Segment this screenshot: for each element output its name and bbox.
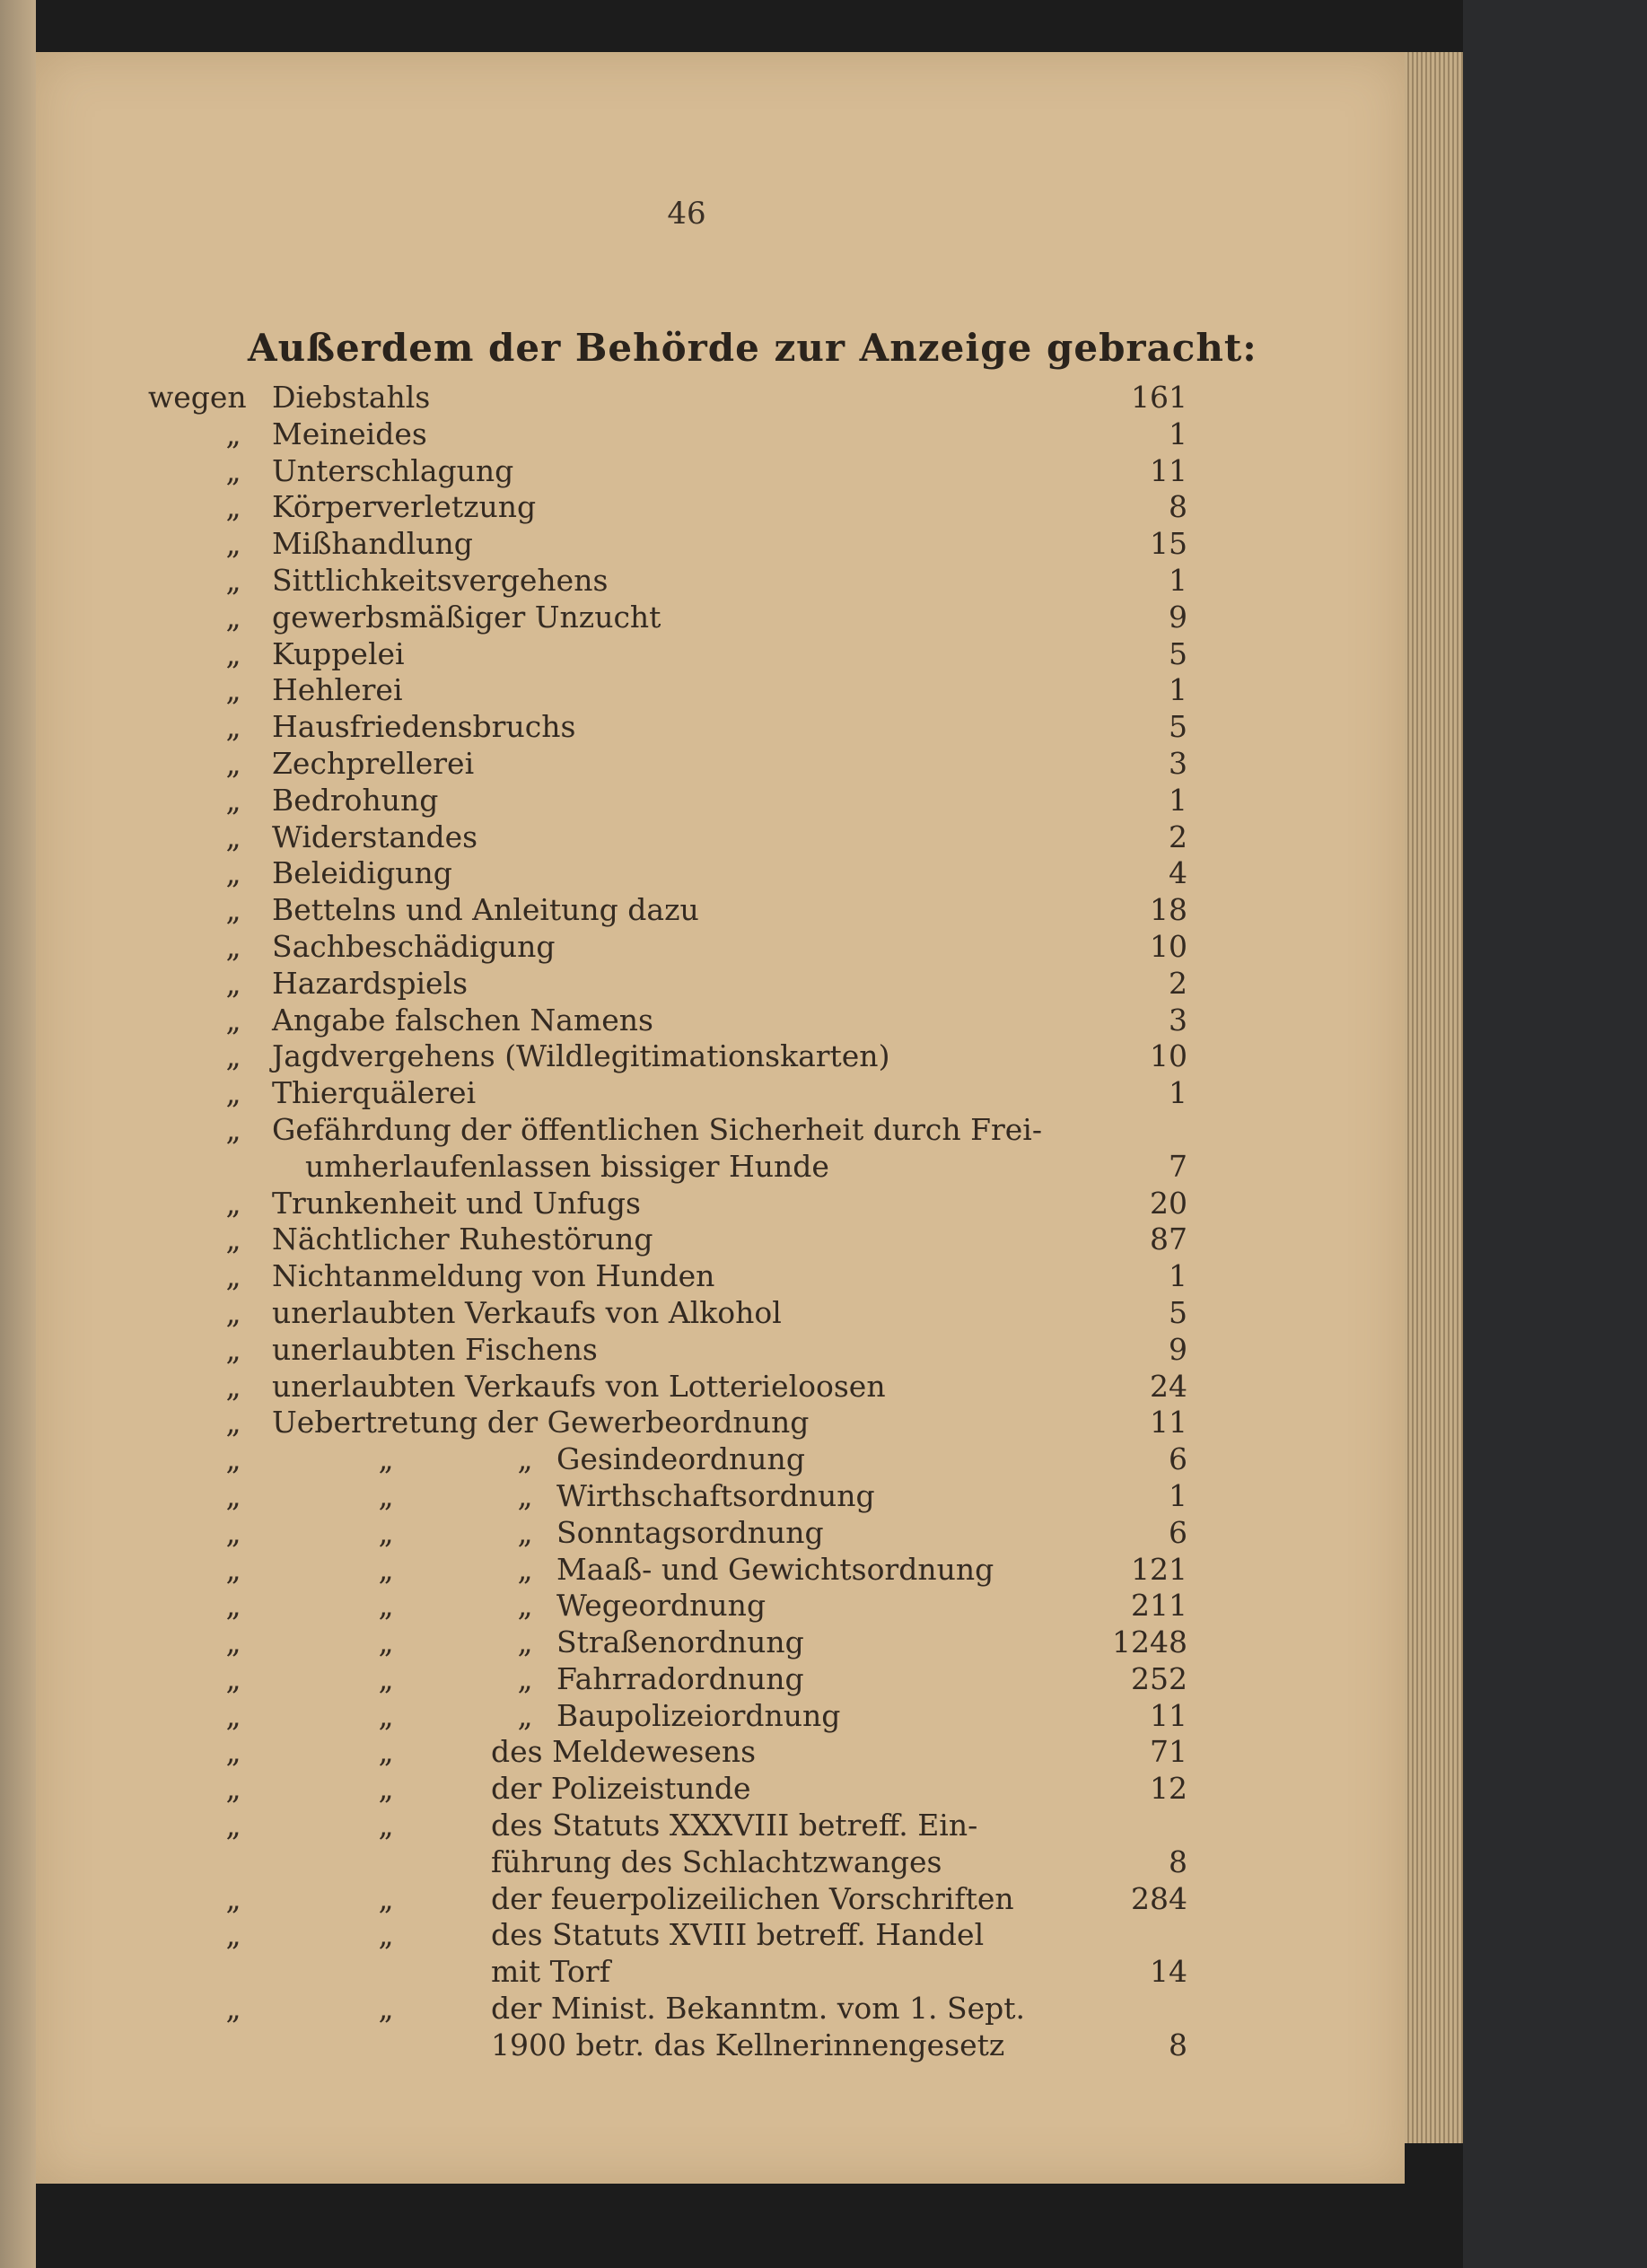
offense-count: 1 [1169,1477,1187,1513]
offense-label-continued: umherlaufenlassen bissiger Hunde [305,1148,829,1184]
list-item [36,672,1405,709]
ditto-mark: „ [225,928,241,964]
ditto-mark: „ [378,1697,394,1733]
list-item [36,416,1405,453]
ditto-mark: „ [517,1624,533,1660]
offense-label: Bettelns und Anleitung dazu [272,892,699,928]
offense-label: unerlaubten Fischens [272,1331,598,1367]
ditto-mark: „ [517,1551,533,1587]
ditto-mark: „ [378,1514,394,1550]
ditto-mark: „ [225,782,241,818]
ditto-mark: „ [225,1368,241,1404]
book-page [36,52,1405,2184]
offense-count: 24 [1150,1368,1187,1404]
offense-label: Baupolizeiordnung [556,1697,841,1733]
offense-count: 11 [1150,1405,1187,1440]
list-item [36,966,1405,1003]
offense-label-continued: mit Torf [491,1954,610,1990]
row-prefix: wegen [148,380,247,415]
offense-label-continued: führung des Schlachtzwanges [491,1843,942,1879]
offense-label: Trunkenheit und Unfugs [272,1185,641,1221]
offense-count: 1248 [1112,1624,1187,1660]
offense-count: 1 [1169,562,1187,598]
page-edges [1400,52,1465,2143]
offense-count: 10 [1150,928,1187,964]
offense-label: Maaß- und Gewichtsordnung [556,1551,994,1587]
offense-label: des Statuts XXXVIII betreff. Ein- [491,1808,978,1843]
list-item [36,1515,1405,1552]
offense-label: Nichtanmeldung von Hunden [272,1258,715,1294]
ditto-mark: „ [378,1808,394,1843]
list-item [36,1771,1405,1808]
offense-label: gewerbsmäßiger Unzucht [272,599,661,635]
list-item [36,1258,1405,1295]
offense-label: Beleidigung [272,855,452,891]
offense-count: 5 [1169,635,1187,671]
offense-count: 9 [1169,599,1187,635]
offense-count: 211 [1131,1588,1187,1624]
ditto-mark: „ [378,1588,394,1624]
ditto-mark: „ [225,1880,241,1916]
ditto-mark: „ [378,1917,394,1953]
list-item [36,746,1405,783]
list-item [36,1332,1405,1369]
offense-list [36,380,1405,2064]
list-item [36,380,1405,416]
list-item [36,1624,1405,1661]
offense-label: Sachbeschädigung [272,928,556,964]
offense-label: Sittlichkeitsvergehens [272,562,609,598]
list-item [36,1149,1405,1186]
offense-count: 121 [1131,1551,1187,1587]
ditto-mark: „ [378,1991,394,2027]
offense-label: der Minist. Bekanntm. vom 1. Sept. [491,1991,1026,2027]
ditto-mark: „ [225,1991,241,2027]
offense-label: Bedrohung [272,782,439,818]
ditto-mark: „ [225,1294,241,1330]
list-item [36,819,1405,856]
offense-count: 15 [1150,526,1187,562]
offense-count: 3 [1169,1002,1187,1038]
offense-count: 12 [1150,1771,1187,1807]
offense-count: 161 [1131,380,1187,415]
ditto-mark: „ [378,1551,394,1587]
ditto-mark: „ [225,892,241,928]
ditto-mark: „ [517,1514,533,1550]
offense-label: Gesindeordnung [556,1441,805,1477]
offense-label: des Statuts XVIII betreff. Handel [491,1917,985,1953]
ditto-mark: „ [517,1660,533,1696]
list-item [36,453,1405,490]
ditto-mark: „ [517,1697,533,1733]
page-number: 46 [667,196,706,232]
list-item [36,1369,1405,1405]
offense-label: Fahrradordnung [556,1660,804,1696]
offense-label: Zechprellerei [272,745,475,781]
ditto-mark: „ [225,1185,241,1221]
list-item [36,1003,1405,1039]
ditto-mark: „ [225,635,241,671]
ditto-mark: „ [225,1405,241,1440]
list-item [36,1808,1405,1844]
list-item [36,1734,1405,1771]
list-item [36,1917,1405,1954]
book-cover [1463,0,1647,2268]
offense-count: 1 [1169,782,1187,818]
ditto-mark: „ [225,562,241,598]
offense-count: 1 [1169,1075,1187,1111]
ditto-mark: „ [225,1514,241,1550]
offense-count: 6 [1169,1441,1187,1477]
ditto-mark: „ [225,1697,241,1733]
ditto-mark: „ [225,526,241,562]
list-item [36,600,1405,636]
list-item [36,709,1405,746]
ditto-mark: „ [225,1660,241,1696]
list-item [36,563,1405,600]
offense-label: Kuppelei [272,635,405,671]
ditto-mark: „ [378,1624,394,1660]
offense-count: 8 [1169,1843,1187,1879]
list-item [36,1405,1405,1441]
offense-label: Hausfriedensbruchs [272,709,576,745]
ditto-mark: „ [225,1002,241,1038]
list-item [36,636,1405,673]
offense-count: 71 [1150,1734,1187,1770]
ditto-mark: „ [225,1734,241,1770]
offense-label: Thierquälerei [272,1075,477,1111]
list-item [36,1075,1405,1112]
list-item [36,2027,1405,2064]
list-item [36,892,1405,929]
offense-count: 6 [1169,1514,1187,1550]
ditto-mark: „ [378,1477,394,1513]
offense-count: 20 [1150,1185,1187,1221]
ditto-mark: „ [225,1477,241,1513]
ditto-mark: „ [517,1441,533,1477]
ditto-mark: „ [225,709,241,745]
ditto-mark: „ [225,1075,241,1111]
ditto-mark: „ [517,1477,533,1513]
offense-count: 5 [1169,1294,1187,1330]
ditto-mark: „ [225,1258,241,1294]
offense-label: Unterschlagung [272,452,514,488]
ditto-mark: „ [225,489,241,525]
offense-label: Nächtlicher Ruhestörung [272,1222,653,1257]
offense-label: Widerstandes [272,819,478,854]
offense-label: Wegeordnung [556,1588,767,1624]
ditto-mark: „ [225,1771,241,1807]
offense-count: 1 [1169,1258,1187,1294]
offense-count: 8 [1169,2027,1187,2062]
offense-count: 1 [1169,416,1187,451]
offense-count: 4 [1169,855,1187,891]
offense-count: 9 [1169,1331,1187,1367]
offense-count: 2 [1169,965,1187,1001]
ditto-mark: „ [517,1588,533,1624]
offense-label: Hehlerei [272,672,403,708]
offense-count: 14 [1150,1954,1187,1990]
ditto-mark: „ [225,965,241,1001]
ditto-mark: „ [225,452,241,488]
list-item [36,1295,1405,1332]
offense-label: Körperverletzung [272,489,537,525]
offense-label: Wirthschaftsordnung [556,1477,875,1513]
ditto-mark: „ [225,1222,241,1257]
section-heading: Außerdem der Behörde zur Anzeige gebracht: [248,326,1257,370]
previous-page-edge [0,0,36,2268]
list-item [36,1844,1405,1881]
offense-count: 10 [1150,1038,1187,1074]
offense-count: 11 [1150,1697,1187,1733]
offense-count: 3 [1169,745,1187,781]
ditto-mark: „ [378,1441,394,1477]
offense-label: Meineides [272,416,427,451]
offense-label: der Polizeistunde [491,1771,751,1807]
ditto-mark: „ [225,416,241,451]
ditto-mark: „ [225,1038,241,1074]
offense-count: 18 [1150,892,1187,928]
offense-label: der feuerpolizeilichen Vorschriften [491,1880,1014,1916]
ditto-mark: „ [225,1551,241,1587]
offense-label: unerlaubten Verkaufs von Lotterieloosen [272,1368,886,1404]
offense-label: Angabe falschen Namens [272,1002,653,1038]
ditto-mark: „ [225,1331,241,1367]
ditto-mark: „ [225,1111,241,1147]
list-item [36,1441,1405,1478]
offense-count: 87 [1150,1222,1187,1257]
offense-label: unerlaubten Verkaufs von Alkohol [272,1294,782,1330]
list-item [36,929,1405,966]
offense-label: Mißhandlung [272,526,473,562]
offense-count: 7 [1169,1148,1187,1184]
list-item [36,1478,1405,1515]
offense-count: 8 [1169,489,1187,525]
offense-count: 2 [1169,819,1187,854]
list-item [36,489,1405,526]
offense-count: 1 [1169,672,1187,708]
list-item [36,855,1405,892]
list-item [36,1954,1405,1991]
offense-count: 11 [1150,452,1187,488]
ditto-mark: „ [225,1588,241,1624]
ditto-mark: „ [378,1660,394,1696]
offense-label: Sonntagsordnung [556,1514,824,1550]
offense-label: Jagdvergehens (Wildlegitimationskarten) [272,1038,890,1074]
list-item [36,1698,1405,1735]
list-item [36,1186,1405,1222]
offense-label: Gefährdung der öffentlichen Sicherheit durch Frei- [272,1111,1043,1147]
list-item [36,526,1405,563]
offense-label: Hazardspiels [272,965,469,1001]
offense-count: 252 [1131,1660,1187,1696]
ditto-mark: „ [225,819,241,854]
list-item [36,783,1405,819]
ditto-mark: „ [225,1808,241,1843]
list-item [36,1991,1405,2027]
list-item [36,1661,1405,1698]
offense-label: Uebertretung der Gewerbeordnung [272,1405,810,1440]
offense-label: Diebstahls [272,380,431,415]
offense-count: 5 [1169,709,1187,745]
list-item [36,1588,1405,1624]
ditto-mark: „ [225,745,241,781]
ditto-mark: „ [225,855,241,891]
offense-label: Straßenordnung [556,1624,804,1660]
list-item [36,1552,1405,1589]
ditto-mark: „ [378,1771,394,1807]
offense-label: des Meldewesens [491,1734,757,1770]
ditto-mark: „ [378,1734,394,1770]
ditto-mark: „ [225,672,241,708]
ditto-mark: „ [225,599,241,635]
list-item [36,1112,1405,1149]
list-item [36,1881,1405,1918]
list-item [36,1222,1405,1258]
list-item [36,1038,1405,1075]
offense-count: 284 [1131,1880,1187,1916]
offense-label-continued: 1900 betr. das Kellnerinnengesetz [491,2027,1005,2062]
ditto-mark: „ [378,1880,394,1916]
ditto-mark: „ [225,1917,241,1953]
ditto-mark: „ [225,1441,241,1477]
ditto-mark: „ [225,1624,241,1660]
